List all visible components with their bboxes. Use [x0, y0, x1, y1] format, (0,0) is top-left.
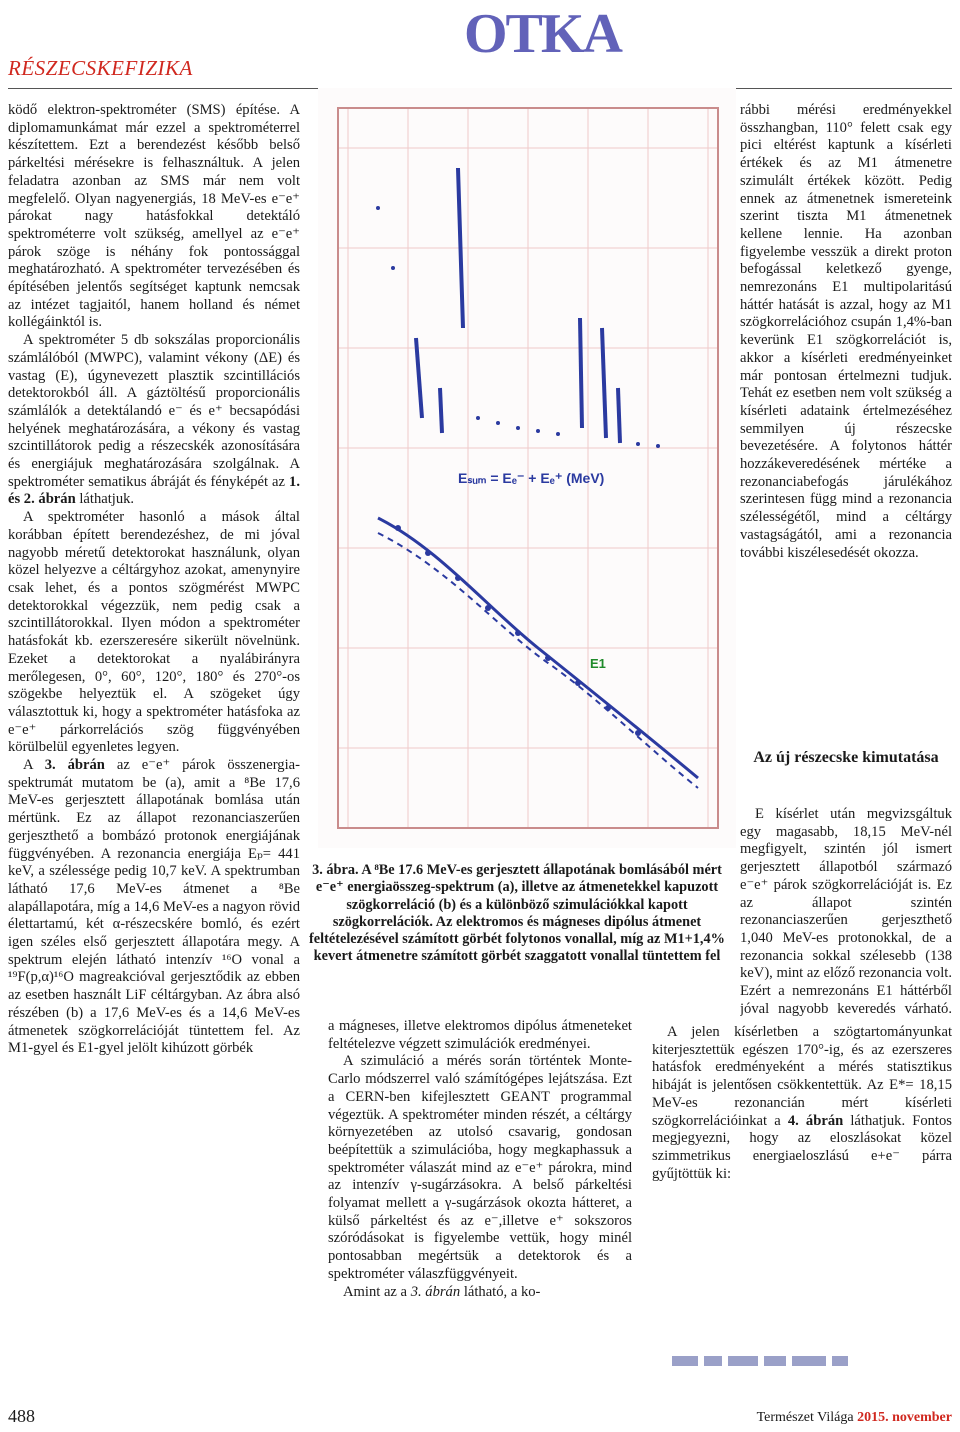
figure-3-plot: [318, 88, 736, 848]
column-1: [8, 102, 300, 1058]
figure-ref-4: 4. ábrán: [787, 1112, 844, 1129]
col1-paragraph-3: A spektrométer hasonló a mások által korábban épített berendezéshez, de mi jóval nagyobb méretű detektorokat használunk, olyan közel helyezve a céltárgyhoz azokat, amenynyire csak lehet, és a pontos szögmérést MWPC detektorokkal végezzük, nem pedig csak a szcintillátorokkal. Ilyen módon a spektrométer hatásfokát kb. ezerszeresére sikerült növelnünk. Ezeket a detektorokat a nyalábirányra merőlegesen, 0°, 60°, 120°, 180° és 270°-os szögekbe helyeztük el. A szögeket úgy választottuk ki, hogy a spektrométer hatásfoka az e⁻e⁺ párkorrelációs szög függvényében körülbelül egyenletes legyen.: [8, 509, 300, 756]
col3-p3-end: láthatjuk. Fontos megjegyezni, hogy az eloszlásokat közel szimmetrikus energiaeloszlású e+e⁻ párra gyűjtöttük ki:: [652, 1112, 952, 1182]
section-heading: Az új részecske kimutatása: [753, 749, 939, 766]
upper-axis-label: Eₛᵤₘ = Eₑ⁻ + Eₑ⁺ (MeV): [458, 470, 605, 486]
journal-issue: 2015. november: [857, 1410, 952, 1425]
col1-paragraph-4: [8, 757, 300, 1058]
figure-ref-3: 3. ábrán: [44, 757, 105, 774]
col1-paragraph-1: ködő elektron-spektrométer (SMS) építése. A diplomamunkámat már ezzel a spektrométerrel készítettem. Ezt a berendezést később belső párkeltési mérésekre is felhasználtuk. A jelen feladatra azonban az SMS már nem volt megfelelő. Olyan nagyenergiás, 18 MeV-es e⁻e⁺ párokat nagy hatásfokkal detektáló spektrométerre volt szükség, amellyel az e⁻e⁺ párok szöge is néhány fok pontossággal meghatározható. A spektrométer tervezésében és építésében jelentős segítséget kaptunk nemcsak az intézet tagjaitól, hanem holland és német kollégáinktól is.: [8, 102, 300, 331]
figure-ref-3b: 3. ábrán: [410, 1283, 461, 1300]
column-3-top: [740, 102, 952, 562]
col2-paragraph-3: [328, 1284, 632, 1302]
column-3-middle: [740, 806, 952, 1016]
column-3-bottom: [652, 1024, 952, 1183]
col2-p3-start: Amint az a: [343, 1283, 408, 1300]
col2-paragraph-1: a mágneses, illetve elektromos dipólus átmeneteket feltételezve végzett szimulációk eredményei.: [328, 1018, 632, 1052]
otka-logo: [462, 6, 640, 58]
col2-p3-end: látható, a ko-: [463, 1283, 541, 1300]
column-2: [328, 1018, 632, 1301]
col3-paragraph-1: rábbi mérési eredményekkel összhangban, 110° felett csak egy pici eltérést kaptunk a kísérleti értékek és az M1 átmenetre szimulált értékek között. Pedig ennek az átmenetnek ismereteink szerint tiszta M1 átmenetnek kellene lennie. Ha azonban figyelembe vesszük a direkt proton befogással keletkező gyenge, nemrezonáns E1 multipolaritású háttér hatását is azzal, hogy az M1 szögkorrelációhoz csupán 1,4%-ban keverünk E1 szögkorrelációt is, akkor a kísérleti eredményeinket már pontosan értelmezni tudjuk. Tehát ez esetben nem volt szükség a kísérleti adataink értelmezéséhez semmilyen új részecske bevezetésére. A folytonos háttér hozzákeveredésének mértéke a rezonanciabefogás járulékához szerintesen függ mind a rezonancia szélességétől, mind a céltárgy vastagságától, ami a rezonancia további kiszélesedését okozza.: [740, 102, 952, 561]
col2-paragraph-2: A szimuláció a mérés során történtek Monte-Carlo módszerrel való számítógépes lejátszása. Ezt a CERN-ben kifejlesztett GEANT programmal végeztük. A spektrométer minden részét, a céltárgy környezetében az utolsó csavarig, gondosan beépítettük a szimulációba, hogy megkaphassuk a spektrométer válaszát mind az e⁻e⁺ párokra, mind az intenzív γ-sugárzásokra. A belső párkeltési folyamat mellett a γ-sugárzások okozta hátteret, a külső párkeltést és az e⁻,illetve e⁺ sokszoros szóródásokat is figyelembe vettük, hogy minél pontosabban megértsük a detektorok és a spektrométer válaszfüggvényeit.: [328, 1053, 632, 1282]
col1-p4-text: az e⁻e⁺ párok összenergia-spektrumát mutatom be (a), amit a ⁸Be 17,6 MeV-es gerjesztett állapotának bomlása után mértünk. Ez az állapot rezonanciaszerűen gerjeszthető a bombázó protonok energiájának függvényében. A rezonancia energiája Eₚ= 441 keV, a szélessége pedig 10,7 keV. A spektrumban látható 17,6 MeV-es átmenet a ⁸Be alapállapotára, míg a 14,6 MeV-es a nagyon rövid élettartamú, két α-részecskére bomló, és ezért igen széles első gerjesztett állapotára megy. A spektrum elején látható intenzív ¹⁶O vonal a ¹⁹F(p,α)¹⁶O magreakcióval gerjesztődik az ebben az esetben használt LiF céltárgyban. Az ábra alsó részében (b) a 17,6 MeV-es és a 14,6 MeV-es átmenetek szögkorrelációját tüntettem fel. Az M1-gyel és E1-gyel jelölt kihúzott görbék: [8, 757, 300, 1057]
col3-p3-text: A jelen kísérletben a szögtartományunkat kiterjesztettük egészen 170°-ig, és az ezerszeres hatásfok eredményeként a mérés statisztikus hibáját is jelentősen csökkentettük. Az E*= 18,15 MeV-es rezonancián mért kísérleti szögkorrelációinkat a: [652, 1024, 952, 1129]
col1-p4-start: A: [23, 757, 33, 774]
col3-paragraph-3: [652, 1024, 952, 1183]
figure-background: [318, 88, 736, 848]
col1-p2-end: láthatjuk.: [79, 491, 135, 508]
col1-p2-text: A spektrométer 5 db sokszálas proporcionális számlálóból (MWPC), valamint vékony (ΔE) és vastag (E), úgynevezett plasztik szcintillációs detektorokból áll. A gáztöltésű proporcionális számlálók a detektálandó e⁻ és e⁺ becsapódási helyének meghatározására, a vékony és vastag szcintillátorok pedig a részecskék azonosítására és energiájuk meghatározására szolgálnak. A spektrométer sematikus ábráját és fényképét az: [8, 332, 300, 490]
section-title: RÉSZECSKEFIZIKA: [8, 56, 193, 80]
equation-image: [670, 1352, 860, 1370]
col3-paragraph-2: E kísérlet után megvizsgáltuk egy magasabb, 18,15 MeV-nél megfigyelt, szintén jól ismert gerjesztett állapotból származó e⁻e⁺ párok szögkorrelációját is. Ez az állapot szintén rezonanciaszerűen gerjeszthető 1,040 MeV-es protonokkal, de a rezonancia sokkal szélesebb (138 keV), mint az előző rezonancia volt. Ezért a nemrezonáns E1 háttérből jóval nagyobb keveredés várható.: [740, 806, 952, 1016]
page-number: 488: [8, 1406, 35, 1426]
journal-footer: [757, 1410, 952, 1426]
otka-logo-text: OTKA: [464, 6, 621, 58]
figure-ref-1-2: 1. és 2. ábrán: [8, 473, 300, 508]
journal-name: Természet Világa: [756, 1410, 854, 1425]
lower-curve-label: E1: [590, 656, 606, 671]
figure-3-caption: 3. ábra. A ⁸Be 17.6 MeV-es gerjesztett állapotának bomlásából mért e⁻e⁺ energiaösszeg-spektrum (a), illetve az átmenetekkel kapuzott szögkorreláció (b) és a különböző szimulációkkal kapott szögkorrelációk. Az elektromos és mágneses dipólus átmenet feltételezésével számított görbét folytonos vonallal, míg az M1+1,4% kevert átmenetre számított görbét szaggatott vonallal tüntettem fel: [309, 862, 725, 965]
col1-paragraph-2: [8, 332, 300, 509]
